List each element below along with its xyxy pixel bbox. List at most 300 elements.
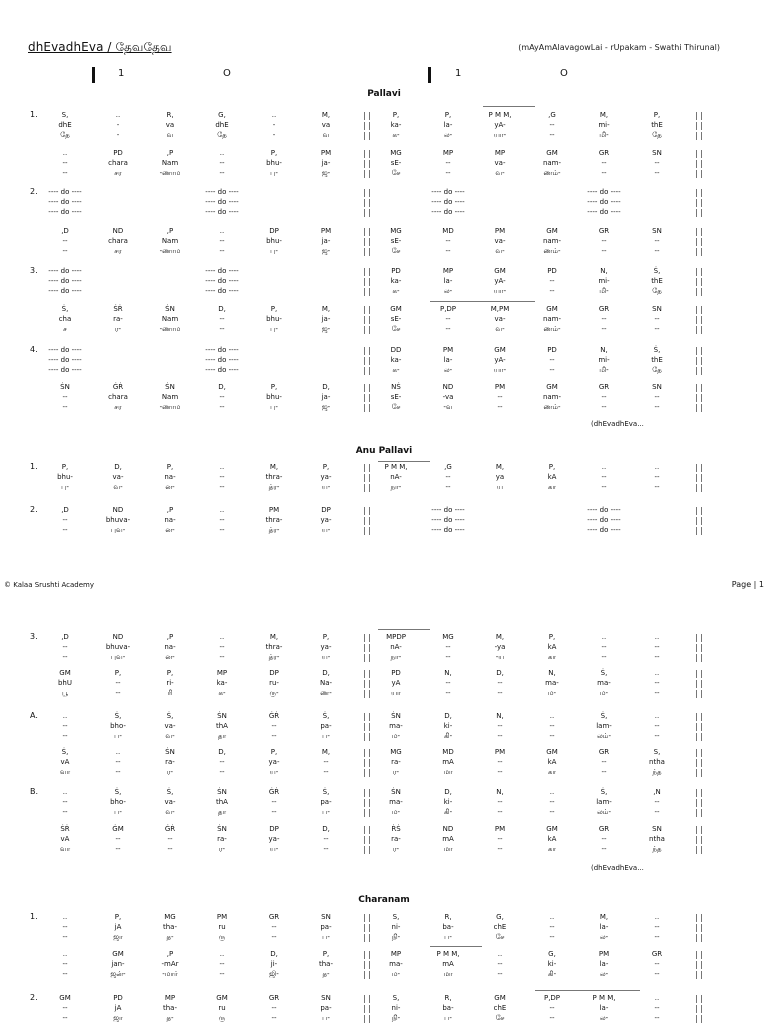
avartana-divider: | |	[363, 516, 371, 525]
notation-cell: -ணாம	[159, 247, 181, 255]
avartana-divider: | |	[363, 393, 371, 402]
line-number: 2.	[30, 993, 38, 1002]
sahitya-row-tamil	[0, 1013, 768, 1024]
notation-cell: ntha	[649, 758, 665, 766]
avartana-end-divider: | |	[695, 277, 703, 286]
notation-cell: sE-	[390, 393, 402, 401]
avartana-end-divider: | |	[695, 679, 703, 688]
notation-cell: ..	[497, 950, 503, 958]
notation-cell: --	[445, 325, 451, 333]
notation-cell: --	[654, 679, 660, 687]
avartana-divider: | |	[363, 689, 371, 698]
notation-cell: --	[445, 247, 451, 255]
notation-cell: த-	[166, 933, 174, 941]
notation-cell: ra-	[217, 835, 227, 843]
footer-copyright: © Kalaa Srushti Academy	[4, 581, 95, 589]
notation-cell: ப-	[114, 732, 122, 740]
notation-cell: GM	[390, 305, 402, 313]
notation-cell: P,	[61, 463, 69, 471]
notation-cell: --	[323, 768, 329, 776]
notation-cell: --	[654, 643, 660, 651]
notation-cell: ஜ-	[321, 169, 331, 177]
line-number: 2.	[30, 505, 38, 514]
notation-cell: ர-	[166, 768, 174, 776]
notation-cell: வா	[59, 845, 71, 853]
notation-cell: ka-	[390, 277, 402, 285]
notation-cell: --	[62, 798, 68, 806]
notation-cell: na-	[164, 643, 176, 651]
avartana-end-divider: | |	[695, 287, 703, 296]
avartana-end-divider: | |	[695, 393, 703, 402]
notation-cell: kA	[547, 643, 557, 651]
notation-cell: ka-	[216, 679, 228, 687]
notation-cell: N,	[600, 346, 608, 354]
notation-cell: M,	[495, 463, 505, 471]
notation-cell: N,	[496, 788, 504, 796]
notation-cell: ..	[62, 149, 68, 157]
notation-cell: ND	[112, 506, 124, 514]
notation-cell: --	[497, 732, 503, 740]
notation-cell: ன-	[165, 526, 175, 534]
notation-cell: த்ர-	[268, 653, 280, 661]
notation-cell: M,	[495, 633, 505, 641]
notation-cell: ma-	[389, 798, 403, 806]
notation-cell: mA	[442, 758, 454, 766]
avartana-divider: | |	[363, 346, 371, 355]
notation-cell: சே	[495, 933, 505, 941]
notation-cell: nam-	[542, 159, 562, 167]
notation-cell: pa-	[320, 923, 332, 931]
avartana-end-divider: | |	[695, 798, 703, 807]
avartana-divider: | |	[363, 960, 371, 969]
notation-cell: ---- do ----	[205, 277, 239, 285]
sahitya-row-tamil	[0, 365, 768, 376]
notation-cell: ய-	[321, 483, 331, 491]
notation-cell: நா-	[390, 653, 402, 661]
notation-cell: cha	[58, 315, 72, 323]
avartana-end-divider: | |	[695, 913, 703, 922]
avartana-end-divider: | |	[695, 732, 703, 741]
notation-cell: thra-	[265, 643, 283, 651]
notation-cell: --	[497, 960, 503, 968]
section-heading-anupallavi: Anu Pallavi	[355, 446, 413, 456]
notation-cell: S,	[653, 748, 661, 756]
overline-marker	[378, 629, 430, 630]
notation-cell: --	[549, 732, 555, 740]
notation-cell: --	[62, 1014, 68, 1022]
notation-cell: GM	[546, 383, 558, 391]
notation-cell: ND	[112, 633, 124, 641]
notation-cell: PM	[494, 825, 506, 833]
avartana-end-divider: | |	[695, 748, 703, 757]
avartana-end-divider: | |	[695, 473, 703, 482]
notation-cell: chara	[108, 393, 128, 401]
repeat-note-anupallavi: (dhEvadhEva...	[591, 864, 644, 872]
notation-cell: P,	[322, 633, 330, 641]
avartana-end-divider: | |	[695, 722, 703, 731]
notation-cell: --	[219, 970, 225, 978]
notation-cell: DP	[269, 825, 279, 833]
notation-cell: ND	[442, 383, 454, 391]
notation-cell: mi-	[598, 277, 610, 285]
notation-cell: ..	[115, 111, 121, 119]
notation-cell: G,	[548, 950, 556, 958]
notation-cell: P M M,	[384, 463, 408, 471]
notation-cell: --	[62, 643, 68, 651]
sahitya-row-tamil	[0, 246, 768, 257]
avartana-divider: | |	[363, 463, 371, 472]
notation-cell: ப-	[444, 933, 452, 941]
avartana-end-divider: | |	[695, 198, 703, 207]
line-number: 3.	[30, 266, 38, 275]
notation-cell: --	[654, 732, 660, 740]
notation-cell: mA	[442, 835, 454, 843]
notation-cell: Ṡ,	[61, 305, 69, 313]
notation-cell: ---- do ----	[431, 198, 465, 206]
notation-cell: P,	[444, 111, 452, 119]
notation-cell: தே	[652, 131, 662, 139]
avartana-divider: | |	[363, 923, 371, 932]
notation-cell: ணம்-	[543, 169, 561, 177]
sahitya-row-tamil	[0, 525, 768, 536]
notation-cell: GM	[112, 950, 124, 958]
notation-cell: ---- do ----	[205, 188, 239, 196]
notation-cell: --	[549, 1014, 555, 1022]
notation-cell: ண-	[320, 689, 332, 697]
notation-cell: ..	[219, 149, 225, 157]
notation-cell: ..	[654, 913, 660, 921]
notation-cell: GR	[651, 950, 663, 958]
avartana-end-divider: | |	[695, 305, 703, 314]
notation-cell: --	[219, 516, 225, 524]
notation-cell: --	[654, 722, 660, 730]
notation-cell: --	[497, 808, 503, 816]
notation-cell: P,	[270, 305, 278, 313]
notation-cell: --	[497, 403, 503, 411]
notation-cell: D,	[218, 383, 226, 391]
notation-cell: bhu-	[266, 393, 282, 401]
notation-cell: ki-	[443, 798, 453, 806]
notation-cell: ,D	[61, 633, 69, 641]
notation-cell: DP	[269, 669, 279, 677]
notation-cell: ரி	[167, 689, 173, 697]
notation-cell: -வ	[443, 403, 453, 411]
notation-cell: la-	[443, 356, 453, 364]
notation-cell: பூ	[62, 689, 68, 697]
avartana-divider: | |	[363, 473, 371, 482]
avartana-divider: | |	[363, 227, 371, 236]
avartana-divider: | |	[363, 798, 371, 807]
notation-cell: ---- do ----	[587, 506, 621, 514]
notation-cell: ki-	[443, 722, 453, 730]
notation-cell: ni-	[391, 1004, 401, 1012]
notation-cell: --	[115, 689, 121, 697]
notation-cell: G,	[218, 111, 226, 119]
notation-cell: ri-	[166, 679, 174, 687]
notation-cell: M,PM	[490, 305, 510, 313]
notation-cell: PM	[598, 950, 610, 958]
notation-cell: லம்-	[597, 732, 611, 740]
notation-cell: ka-	[390, 356, 402, 364]
avartana-divider: | |	[363, 913, 371, 922]
line-number: 3.	[30, 632, 38, 641]
notation-cell: ṠN	[165, 305, 175, 313]
notation-cell: ya-	[268, 758, 280, 766]
avartana-end-divider: | |	[695, 950, 703, 959]
notation-cell: D,	[218, 748, 226, 756]
notation-cell: கா	[547, 845, 557, 853]
avartana-divider: | |	[363, 131, 371, 140]
notation-cell: --	[549, 366, 555, 374]
notation-cell: ja-	[321, 237, 331, 245]
sahitya-row-tamil	[0, 207, 768, 218]
notation-cell: MP	[216, 669, 228, 677]
notation-cell: thE	[651, 121, 663, 129]
notation-cell: ல-	[599, 1014, 609, 1022]
notation-cell: --	[62, 722, 68, 730]
notation-cell: --	[219, 325, 225, 333]
notation-cell: ---- do ----	[205, 267, 239, 275]
notation-cell: D,	[218, 305, 226, 313]
notation-cell: ma-	[389, 960, 403, 968]
notation-cell: -ய	[495, 653, 505, 661]
sahitya-row-tamil	[0, 767, 768, 778]
avartana-divider: | |	[363, 506, 371, 515]
notation-cell: --	[219, 169, 225, 177]
notation-cell: ĠṘ	[268, 712, 280, 720]
notation-cell: ---- do ----	[205, 366, 239, 374]
notation-cell: ,P	[166, 149, 174, 157]
notation-cell: ra-	[391, 758, 401, 766]
notation-cell: bhu-	[266, 315, 282, 323]
notation-cell: --	[219, 960, 225, 968]
notation-cell: mA	[442, 960, 454, 968]
notation-cell: MG	[442, 633, 454, 641]
notation-cell: chE	[493, 923, 507, 931]
notation-cell: -mAr	[161, 960, 179, 968]
notation-cell: கா	[547, 768, 557, 776]
avartana-divider: | |	[363, 950, 371, 959]
notation-cell: PM	[494, 383, 506, 391]
notation-cell: வ-	[495, 325, 505, 333]
notation-cell: ரு	[218, 933, 226, 941]
avartana-divider: | |	[363, 383, 371, 392]
avartana-end-divider: | |	[695, 960, 703, 969]
notation-cell: --	[115, 845, 121, 853]
avartana-end-divider: | |	[695, 633, 703, 642]
notation-cell: --	[654, 393, 660, 401]
notation-cell: --	[323, 835, 329, 843]
notation-cell: bhuva-	[105, 516, 131, 524]
notation-cell: PM	[268, 506, 280, 514]
notation-cell: bhu-	[266, 159, 282, 167]
notation-cell: MP	[164, 994, 176, 1002]
notation-cell: ஜா	[113, 1014, 123, 1022]
notation-cell: கி-	[443, 732, 453, 740]
notation-cell: --	[654, 473, 660, 481]
notation-cell: thra-	[265, 473, 283, 481]
notation-cell: va-	[494, 237, 506, 245]
notation-cell: --	[549, 798, 555, 806]
notation-cell: --	[271, 798, 277, 806]
notation-cell: la-	[599, 1004, 609, 1012]
notation-cell: PM	[320, 227, 332, 235]
notation-cell: R,	[166, 111, 174, 119]
notation-cell: --	[445, 315, 451, 323]
notation-cell: தே	[652, 366, 662, 374]
notation-cell: --	[601, 393, 607, 401]
avartana-end-divider: | |	[695, 669, 703, 678]
notation-cell: MG	[390, 149, 402, 157]
notation-cell: dhE	[215, 121, 229, 129]
notation-cell: --	[654, 1014, 660, 1022]
avartana-divider: | |	[363, 758, 371, 767]
notation-cell: ஜ-	[321, 325, 331, 333]
notation-cell: ---- do ----	[205, 198, 239, 206]
avartana-end-divider: | |	[695, 483, 703, 492]
notation-cell: P,	[114, 913, 122, 921]
talam-laghu-bar	[92, 67, 95, 83]
notation-cell: -ணாம	[159, 325, 181, 333]
notation-cell: la-	[443, 277, 453, 285]
avartana-divider: | |	[363, 825, 371, 834]
notation-cell: ஜி-	[269, 970, 279, 978]
notation-cell: கி-	[443, 808, 453, 816]
avartana-end-divider: | |	[695, 383, 703, 392]
notation-cell: PD	[547, 346, 557, 354]
notation-cell: ĠṘ	[112, 383, 124, 391]
notation-cell: சே	[495, 1014, 505, 1022]
avartana-divider: | |	[363, 111, 371, 120]
notation-cell: va-	[494, 159, 506, 167]
notation-cell: --	[219, 393, 225, 401]
notation-cell: --	[601, 237, 607, 245]
avartana-end-divider: | |	[695, 808, 703, 817]
notation-cell: --	[445, 237, 451, 245]
notation-cell: ---- do ----	[48, 366, 82, 374]
notation-cell: க-	[392, 287, 400, 295]
notation-cell: GR	[598, 748, 610, 756]
notation-cell: D,	[270, 950, 278, 958]
notation-cell: ஜ-	[321, 403, 331, 411]
notation-cell: ..	[601, 463, 607, 471]
notation-cell: --	[549, 923, 555, 931]
notation-cell: Nam	[161, 159, 179, 167]
notation-cell: M,	[599, 111, 609, 119]
notation-cell: --	[219, 643, 225, 651]
notation-cell: D,	[322, 825, 330, 833]
notation-cell: bhu-	[57, 473, 73, 481]
notation-cell: MG	[164, 913, 176, 921]
notation-cell: -	[116, 131, 120, 139]
notation-cell: Na-	[319, 679, 333, 687]
notation-cell: ---- do ----	[587, 198, 621, 206]
notation-cell: --	[549, 1004, 555, 1012]
notation-cell: --	[601, 169, 607, 177]
notation-cell: --	[654, 159, 660, 167]
avartana-divider: | |	[363, 732, 371, 741]
line-number: 1.	[30, 110, 38, 119]
notation-cell: ந்த	[652, 845, 662, 853]
notation-cell: கா	[547, 483, 557, 491]
notation-cell: ĠM	[112, 825, 124, 833]
avartana-end-divider: | |	[695, 247, 703, 256]
notation-cell: ம-	[599, 689, 609, 697]
avartana-divider: | |	[363, 237, 371, 246]
notation-cell: ..	[549, 788, 555, 796]
notation-cell: SN	[652, 383, 662, 391]
notation-cell: va-	[164, 798, 176, 806]
sahitya-row-tamil	[0, 969, 768, 980]
notation-cell: GR	[598, 149, 610, 157]
notation-cell: sE-	[390, 237, 402, 245]
notation-cell: bho-	[110, 722, 126, 730]
avartana-end-divider: | |	[695, 111, 703, 120]
notation-cell: ,G	[444, 463, 452, 471]
overline-marker	[483, 106, 535, 107]
notation-cell: --	[601, 768, 607, 776]
avartana-divider: | |	[363, 149, 371, 158]
notation-cell: புவ-	[110, 526, 126, 534]
notation-cell: நி-	[391, 933, 401, 941]
notation-cell: --	[445, 483, 451, 491]
notation-cell: lam-	[596, 798, 612, 806]
notation-cell: --	[497, 835, 503, 843]
notation-cell: MP	[442, 149, 454, 157]
sahitya-row-tamil	[0, 688, 768, 699]
notation-cell: --	[654, 1004, 660, 1012]
avartana-end-divider: | |	[695, 923, 703, 932]
notation-cell: vA	[60, 835, 70, 843]
notation-cell: ba-	[442, 1004, 454, 1012]
avartana-divider: | |	[363, 247, 371, 256]
avartana-end-divider: | |	[695, 159, 703, 168]
avartana-end-divider: | |	[695, 835, 703, 844]
notation-cell: --	[497, 689, 503, 697]
notation-cell: ப-	[322, 732, 330, 740]
notation-cell: ,P	[166, 506, 174, 514]
notation-cell: ni-	[391, 923, 401, 931]
notation-cell: க-	[392, 366, 400, 374]
notation-cell: nam-	[542, 315, 562, 323]
notation-cell: P M M,	[592, 994, 616, 1002]
notation-cell: --	[445, 689, 451, 697]
notation-cell: PD	[113, 149, 123, 157]
notation-cell: ..	[549, 913, 555, 921]
notation-cell: GM	[216, 994, 228, 1002]
notation-cell: ṠN	[217, 788, 227, 796]
notation-cell: ன-	[165, 653, 175, 661]
notation-cell: ..	[271, 111, 277, 119]
notation-cell: ..	[601, 633, 607, 641]
avartana-divider: | |	[363, 643, 371, 652]
notation-cell: ..	[654, 669, 660, 677]
notation-cell: ..	[115, 748, 121, 756]
notation-cell: MD	[442, 748, 454, 756]
notation-cell: ல-	[599, 933, 609, 941]
notation-cell: --	[271, 1014, 277, 1022]
notation-cell: --	[219, 768, 225, 776]
notation-cell: ..	[654, 463, 660, 471]
avartana-divider: | |	[363, 748, 371, 757]
notation-cell: --	[549, 277, 555, 285]
notation-cell: ,N	[653, 788, 661, 796]
notation-cell: த்ர-	[268, 483, 280, 491]
notation-cell: --	[167, 835, 173, 843]
notation-cell: --	[654, 169, 660, 177]
notation-cell: --	[62, 393, 68, 401]
notation-cell: GM	[494, 994, 506, 1002]
